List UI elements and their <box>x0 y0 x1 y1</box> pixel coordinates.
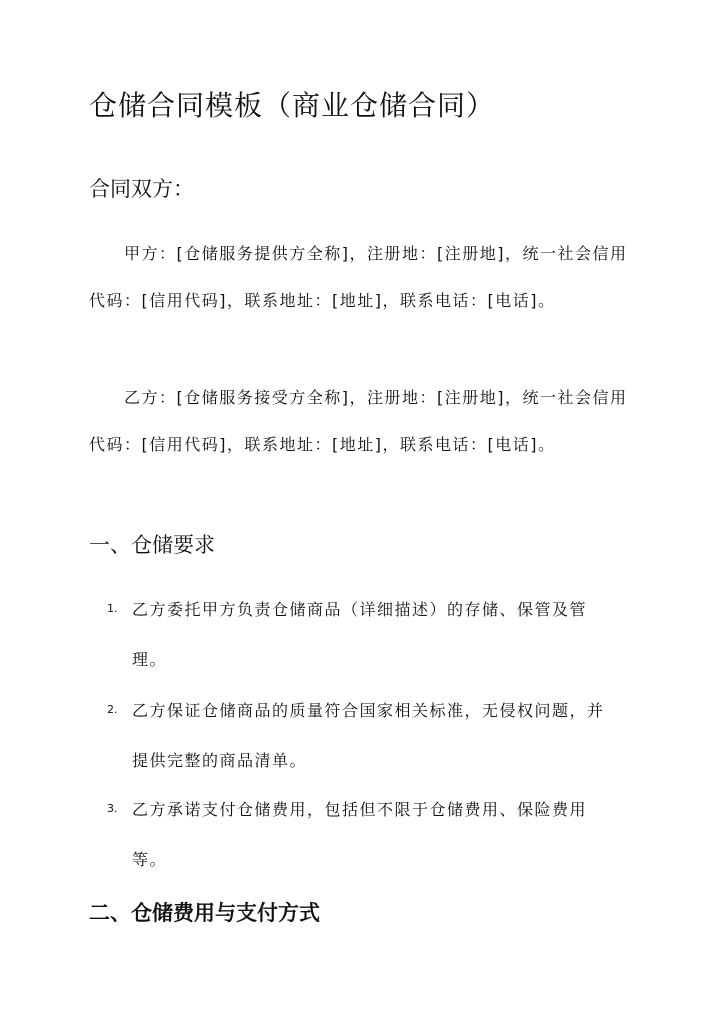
list-item <box>107 585 612 685</box>
parties-heading: 合同双方： <box>89 177 194 201</box>
list-item-text: 乙方保证仓储商品的质量符合国家相关标准，无侵权问题，并提供完整的商品清单。 <box>132 701 605 770</box>
list-item-text: 乙方委托甲方负责仓储商品（详细描述）的存储、保管及管理。 <box>132 600 588 669</box>
section-1-heading: 一、仓储要求 <box>89 533 215 557</box>
list-item <box>107 686 612 786</box>
list-item <box>107 785 612 885</box>
list-item-text: 乙方承诺支付仓储费用，包括但不限于仓储费用、保险费用等。 <box>132 800 588 869</box>
list-item-number: 2. <box>107 703 118 716</box>
party-b-paragraph: 乙方：[仓储服务接受方全称]，注册地：[注册地]，统一社会信用代码：[信用代码]，联系地址：[地址]，联系电话：[电话]。 <box>89 388 628 454</box>
document-title: 仓储合同模板（商业仓储合同） <box>89 89 496 122</box>
party-a-paragraph: 甲方：[仓储服务提供方全称]，注册地：[注册地]，统一社会信用代码：[信用代码]，联系地址：[地址]，联系电话：[电话]。 <box>89 244 628 310</box>
list-item-number: 3. <box>107 802 118 815</box>
list-item-number: 1. <box>107 602 118 615</box>
section-2-heading: 二、仓储费用与支付方式 <box>89 901 320 925</box>
